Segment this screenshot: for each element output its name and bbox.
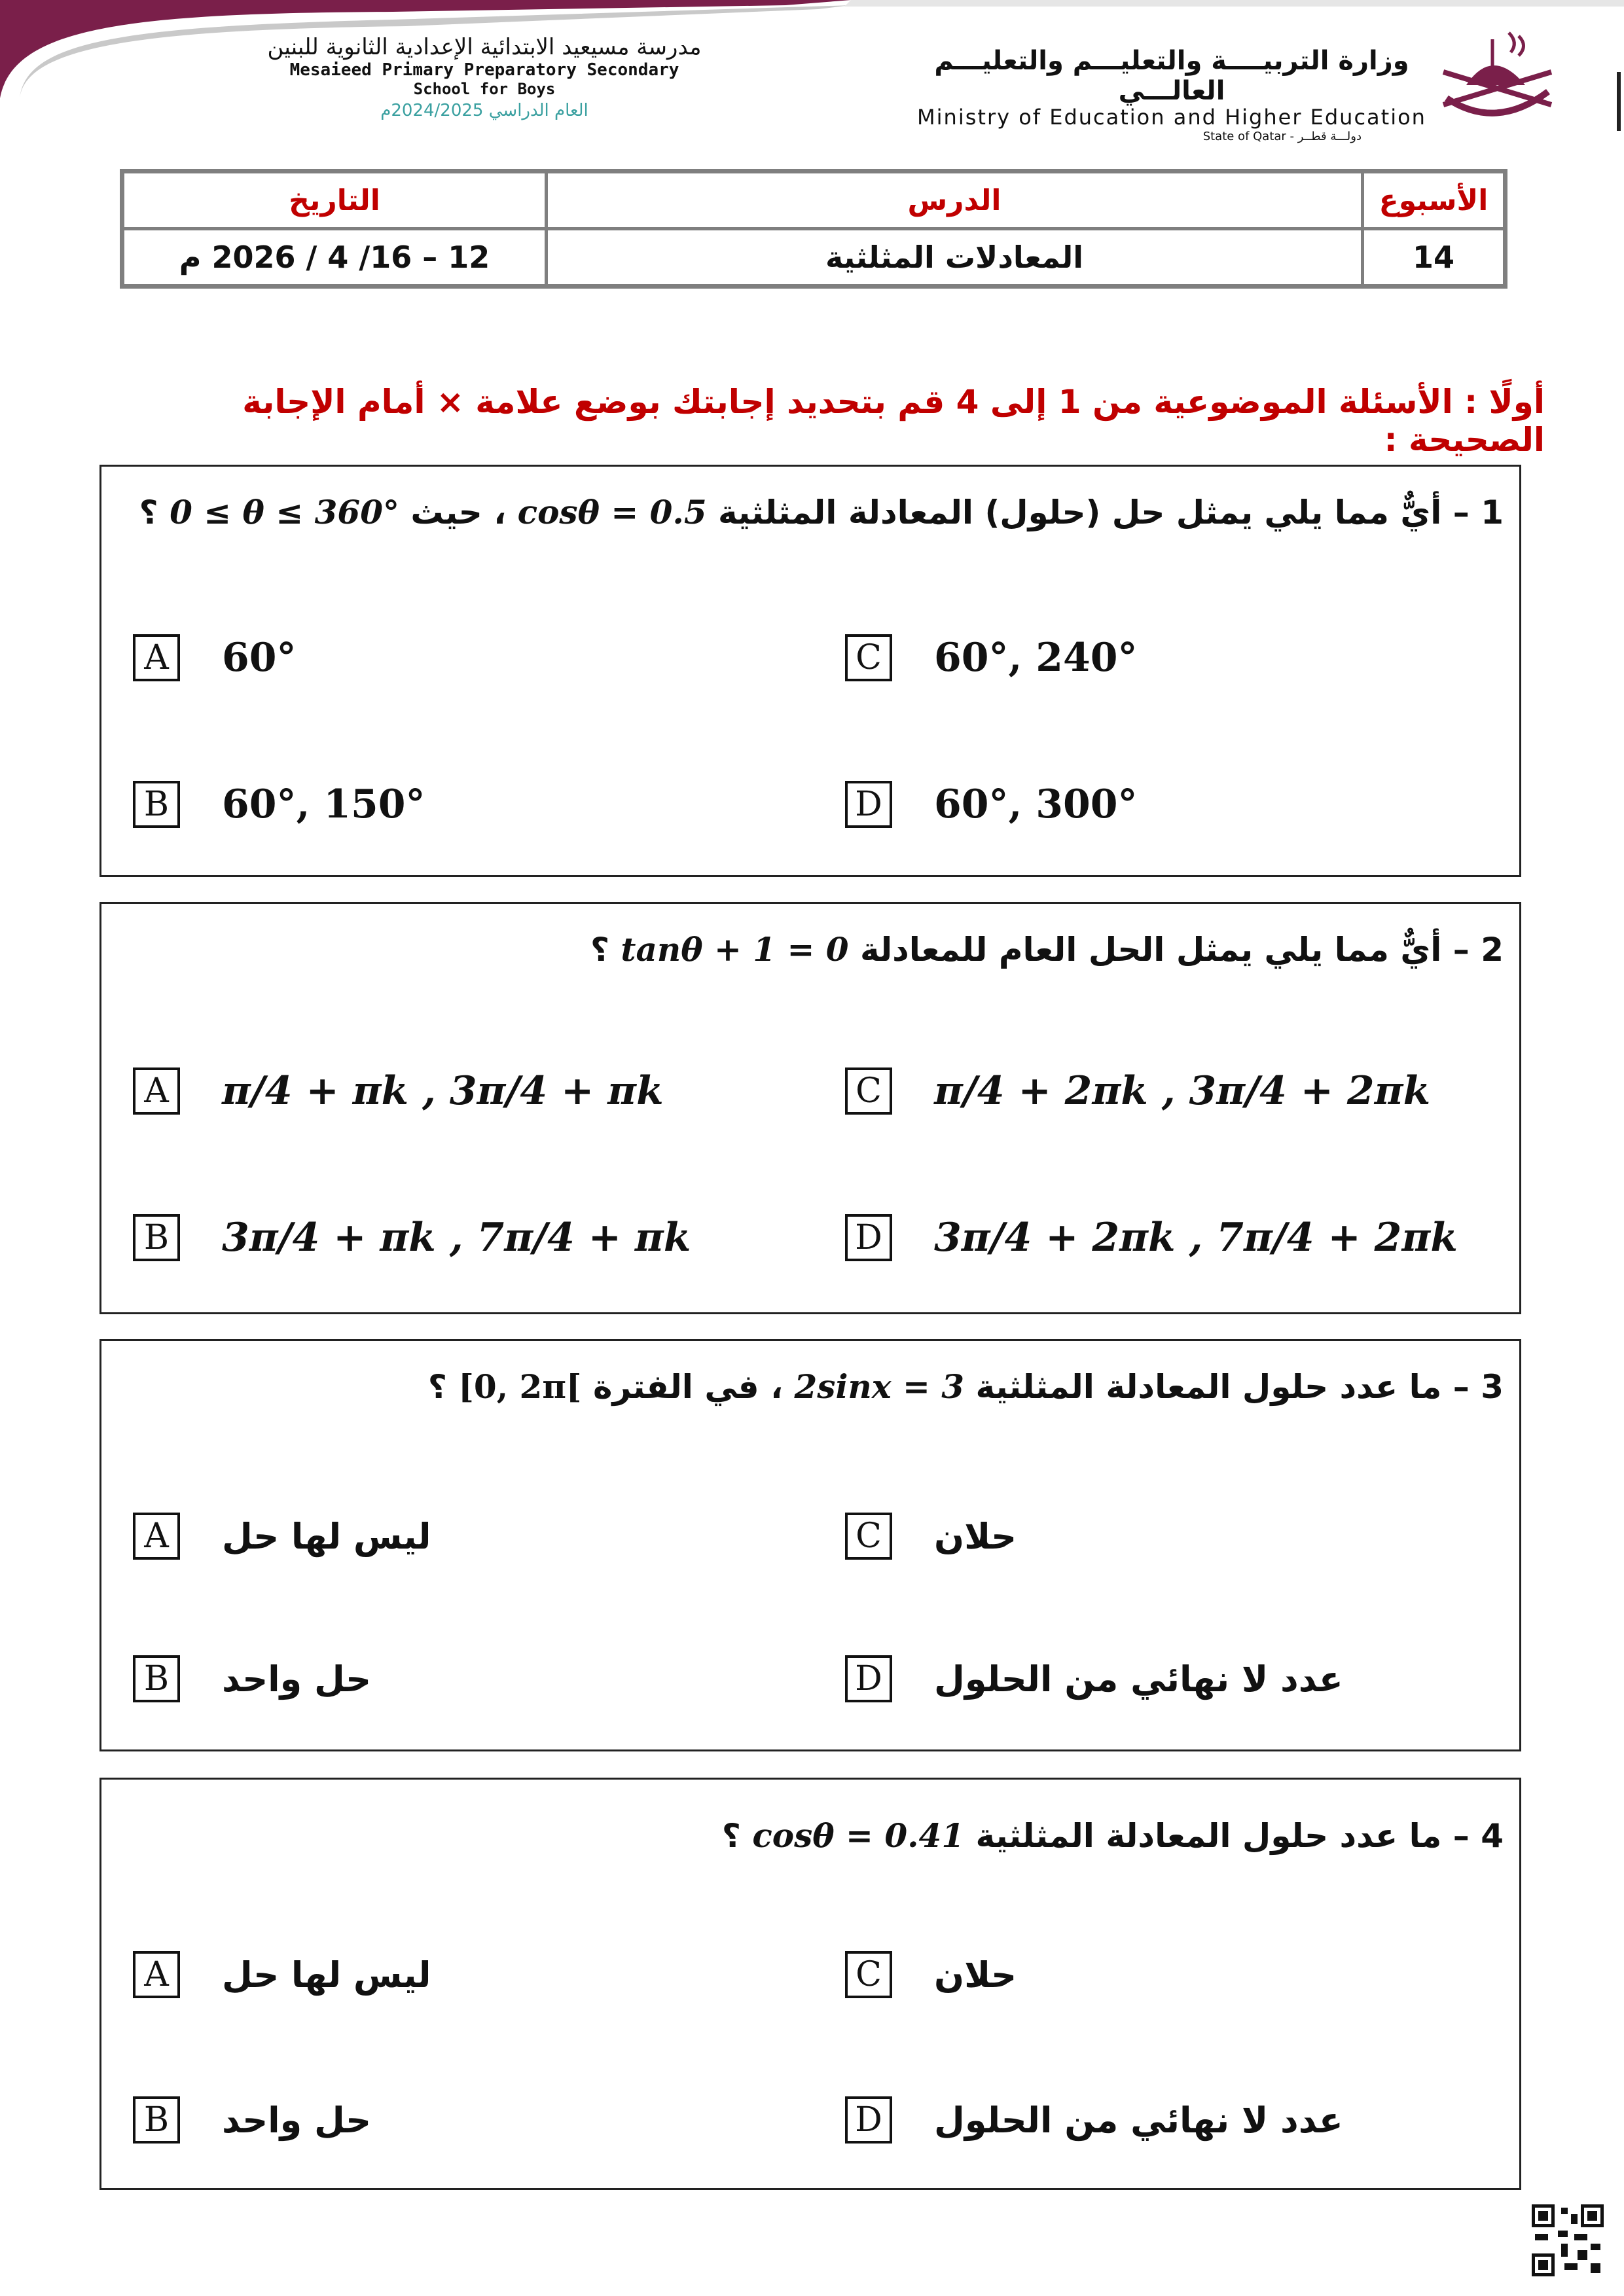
- school-block: [249, 34, 720, 120]
- option-c-value: 60°, 240°: [934, 635, 1138, 681]
- option-letter-d[interactable]: D: [845, 781, 892, 828]
- option-letter-c[interactable]: C: [845, 1513, 892, 1560]
- option-d-value: عدد لا نهائي من الحلول: [934, 2099, 1343, 2141]
- lesson-header: الدرس: [547, 171, 1363, 229]
- option-b-value: حل واحد: [222, 1658, 372, 1700]
- option-a[interactable]: [133, 634, 297, 681]
- option-d[interactable]: [845, 781, 1138, 828]
- option-d-value: 60°, 300°: [934, 781, 1138, 827]
- school-name-ar: مدرسة مسيعيد الابتدائية الإعدادية الثانوية للبنين: [267, 34, 702, 60]
- option-a[interactable]: [133, 1951, 431, 1998]
- week-value: 14: [1363, 229, 1506, 287]
- academic-year: العام الدراسي 2024/2025م: [380, 101, 588, 120]
- option-d-value: 3π/4 + 2πk , 7π/4 + 2πk: [934, 1215, 1458, 1261]
- option-b-value: حل واحد: [222, 2099, 372, 2141]
- option-d-value: عدد لا نهائي من الحلول: [934, 1658, 1343, 1700]
- option-b-value: 60°, 150°: [222, 781, 425, 827]
- option-c[interactable]: [845, 1067, 1430, 1115]
- option-c[interactable]: [845, 1513, 1017, 1560]
- option-d[interactable]: [845, 1655, 1343, 1702]
- option-c-value: π/4 + 2πk , 3π/4 + 2πk: [934, 1068, 1431, 1114]
- option-letter-b[interactable]: B: [133, 781, 180, 828]
- option-c-value: حلان: [934, 1954, 1017, 1996]
- option-b[interactable]: [133, 781, 425, 828]
- ministry-name-ar: وزارة التربيــــة والتعليـــم والتعليـــم العالـــي: [934, 46, 1409, 106]
- question-2-text: 2 – أيٌّ مما يلي يمثل الحل العام للمعادلة tanθ + 1 = 0 ؟: [590, 930, 1504, 969]
- lesson-info-table: [120, 169, 1507, 289]
- option-letter-a[interactable]: A: [133, 1951, 180, 1998]
- option-a-value: 60°: [222, 635, 297, 681]
- option-letter-c[interactable]: C: [845, 1067, 892, 1115]
- option-a-value: ليس لها حل: [222, 1954, 431, 1996]
- option-letter-a[interactable]: A: [133, 634, 180, 681]
- lesson-value: المعادلات المثلثية: [547, 229, 1363, 287]
- question-4: [99, 1778, 1521, 2190]
- ministry-name-en: Ministry of Education and Higher Education: [917, 105, 1426, 130]
- option-b[interactable]: [133, 1214, 691, 1261]
- option-a[interactable]: [133, 1513, 431, 1560]
- option-letter-d[interactable]: D: [845, 2096, 892, 2144]
- option-c[interactable]: [845, 1951, 1017, 1998]
- option-letter-b[interactable]: B: [133, 1214, 180, 1261]
- option-c-value: حلان: [934, 1515, 1017, 1557]
- question-3: [99, 1339, 1521, 1751]
- school-name-en-2: School for Boys: [413, 80, 556, 98]
- option-b-value: 3π/4 + πk , 7π/4 + πk: [222, 1215, 691, 1261]
- page-edge-mark: [1617, 72, 1621, 131]
- option-letter-b[interactable]: B: [133, 2096, 180, 2144]
- question-1: [99, 465, 1521, 877]
- option-letter-d[interactable]: D: [845, 1655, 892, 1702]
- question-4-text: 4 – ما عدد حلول المعادلة المثلثية cosθ = 0.41 ؟: [721, 1816, 1504, 1855]
- option-d[interactable]: [845, 1214, 1458, 1261]
- state-of-qatar: State of Qatar - دولـــة قطــر: [1202, 130, 1362, 143]
- option-b[interactable]: [133, 2096, 371, 2144]
- date-header: التاريخ: [122, 171, 547, 229]
- week-header: الأسبوع: [1363, 171, 1506, 229]
- option-a-value: π/4 + πk , 3π/4 + πk: [222, 1068, 664, 1114]
- option-a-value: ليس لها حل: [222, 1515, 431, 1557]
- section-instruction: أولًا : الأسئلة الموضوعية من 1 إلى 4 قم بتحديد إجابتك بوضع علامة × أمام الإجابة الصحيحة :: [242, 383, 1545, 459]
- ministry-block: [903, 46, 1440, 143]
- question-2: [99, 902, 1521, 1314]
- option-letter-b[interactable]: B: [133, 1655, 180, 1702]
- date-value: 12 – 16/ 4 / 2026 م: [122, 229, 547, 287]
- question-1-text: 1 – أيٌّ مما يلي يمثل حل (حلول) المعادلة المثلثية cosθ = 0.5 ، حيث 0 ≤ θ ≤ 360° ؟: [139, 493, 1504, 531]
- option-b[interactable]: [133, 1655, 371, 1702]
- option-a[interactable]: [133, 1067, 664, 1115]
- option-letter-d[interactable]: D: [845, 1214, 892, 1261]
- question-3-text: 3 – ما عدد حلول المعادلة المثلثية 2sinx = 3 ، في الفترة [0, 2π[ ؟: [427, 1367, 1504, 1406]
- option-letter-a[interactable]: A: [133, 1513, 180, 1560]
- option-d[interactable]: [845, 2096, 1343, 2144]
- option-letter-a[interactable]: A: [133, 1067, 180, 1115]
- qatar-emblem-logo: [1427, 26, 1564, 124]
- school-name-en-1: Mesaieed Primary Preparatory Secondary: [289, 60, 679, 80]
- option-c[interactable]: [845, 634, 1138, 681]
- option-letter-c[interactable]: C: [845, 634, 892, 681]
- option-letter-c[interactable]: C: [845, 1951, 892, 1998]
- qr-code: [1532, 2204, 1604, 2276]
